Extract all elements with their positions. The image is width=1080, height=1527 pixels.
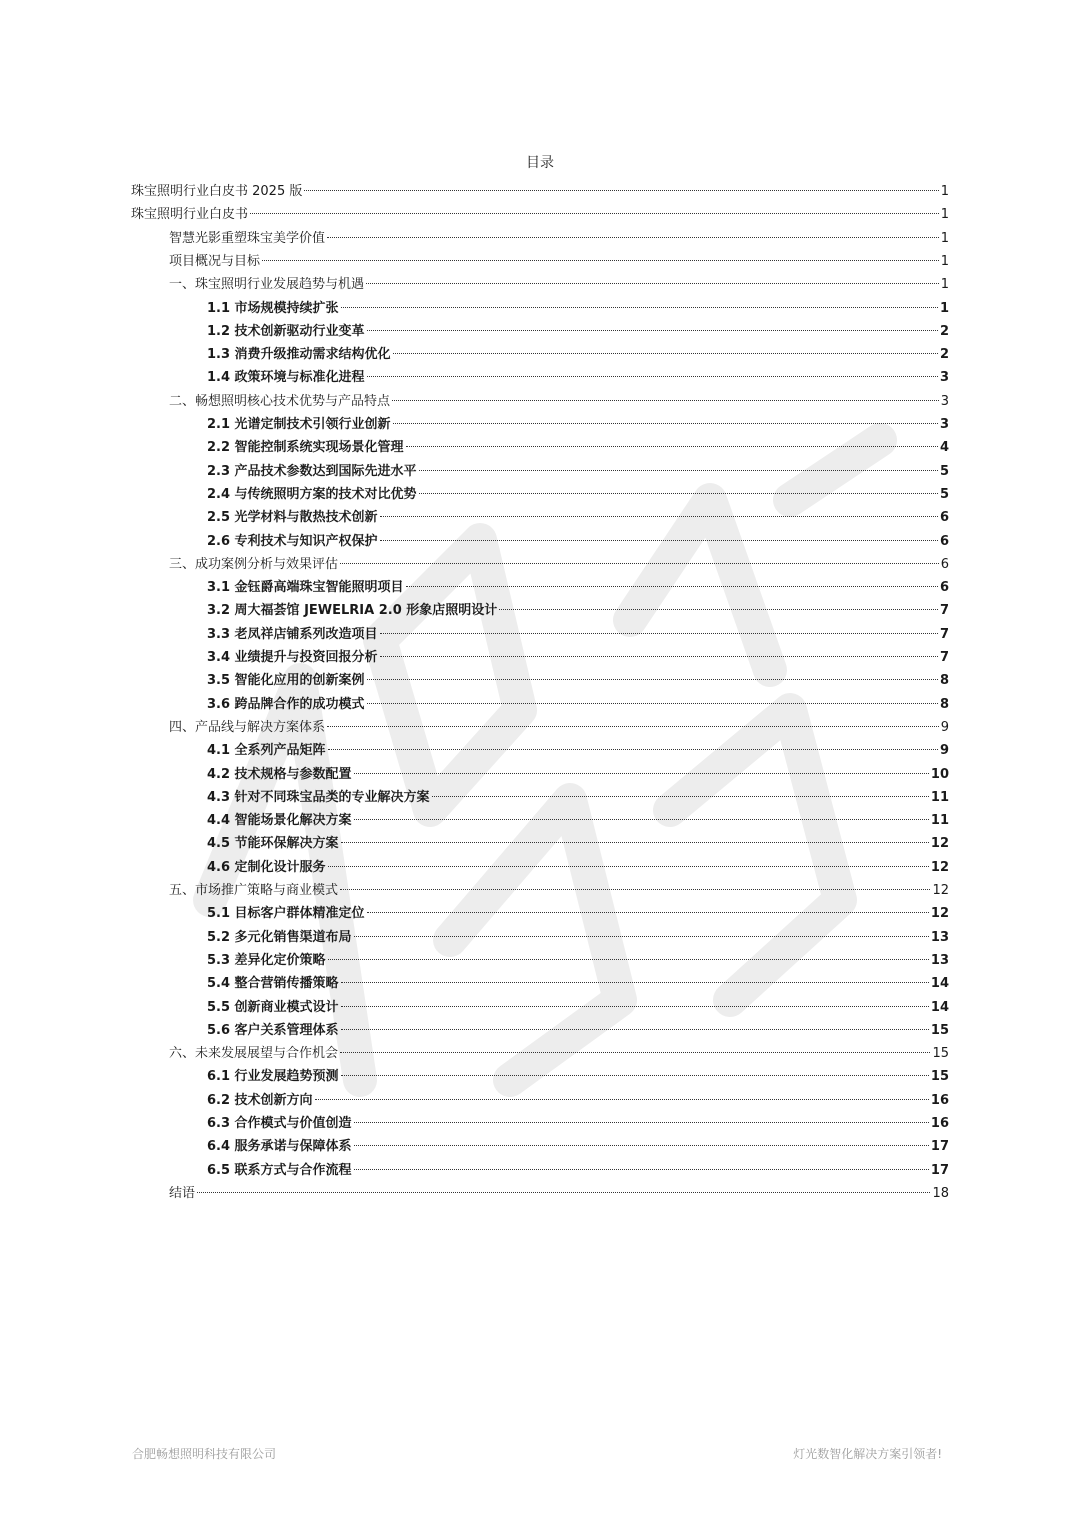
- dot-leader: [327, 236, 939, 238]
- toc-entry-label: 3.5 智能化应用的创新案例: [207, 673, 365, 689]
- toc-entry[interactable]: [169, 1044, 949, 1064]
- dot-leader: [367, 702, 938, 704]
- toc-entry-page-number: 9: [939, 743, 949, 759]
- toc-entry[interactable]: [207, 485, 949, 505]
- toc-entry[interactable]: [207, 415, 949, 435]
- dot-leader: [262, 259, 939, 261]
- toc-entry[interactable]: [207, 974, 949, 994]
- toc-entry-page-number: 8: [939, 673, 949, 689]
- dot-leader: [327, 725, 939, 727]
- dot-leader: [197, 1191, 930, 1193]
- toc-entry-label: 一、珠宝照明行业发展趋势与机遇: [169, 277, 365, 293]
- toc-entry-label: 五、市场推广策略与商业模式: [169, 883, 339, 898]
- toc-entry-label: 6.2 技术创新方向: [207, 1092, 313, 1108]
- toc-entry-page-number: 1: [940, 277, 949, 293]
- toc-entry-page-number: 2: [939, 323, 949, 339]
- dot-leader: [380, 539, 938, 541]
- toc-entry[interactable]: [207, 345, 949, 365]
- dot-leader: [340, 1051, 930, 1053]
- toc-entry[interactable]: [207, 368, 949, 388]
- toc-entry-page-number: 15: [930, 1069, 949, 1085]
- toc-entry-label: 5.3 差异化定价策略: [207, 952, 326, 968]
- toc-entry-page-number: 4: [939, 440, 949, 456]
- toc-entry-label: 6.4 服务承诺与保障体系: [207, 1139, 352, 1155]
- toc-entry[interactable]: [207, 834, 949, 854]
- toc-entry[interactable]: [169, 555, 949, 575]
- toc-entry-page-number: 15: [932, 1046, 949, 1062]
- dot-leader: [367, 329, 938, 331]
- toc-entry-page-number: 3: [940, 393, 949, 409]
- dot-leader: [354, 935, 929, 937]
- toc-entry-label: 2.2 智能控制系统实现场景化管理: [207, 440, 404, 456]
- dot-leader: [328, 865, 929, 867]
- toc-entry[interactable]: [207, 532, 949, 552]
- toc-entry[interactable]: [169, 392, 949, 412]
- dot-leader: [419, 469, 938, 471]
- toc-entry[interactable]: [207, 299, 949, 319]
- toc-entry[interactable]: [207, 438, 949, 458]
- dot-leader: [341, 1005, 929, 1007]
- toc-entry-page-number: 11: [930, 789, 949, 805]
- toc-entry-label: 2.1 光谱定制技术引领行业创新: [207, 417, 391, 432]
- dot-leader: [499, 608, 938, 610]
- toc-entry[interactable]: [169, 229, 949, 249]
- toc-entry-label: 三、成功案例分析与效果评估: [169, 556, 339, 572]
- toc-entry[interactable]: [207, 322, 949, 342]
- toc-entry-page-number: 11: [930, 813, 949, 829]
- dot-leader: [341, 1028, 929, 1030]
- toc-entry-label: 项目概况与目标: [169, 253, 261, 269]
- toc-entry[interactable]: [169, 275, 949, 295]
- toc-entry-label: 6.5 联系方式与合作流程: [207, 1162, 352, 1178]
- toc-entry-label: 珠宝照明行业白皮书: [131, 207, 249, 223]
- toc-entry-label: 4.5 节能环保解决方案: [207, 836, 339, 852]
- toc-entry-label: 1.4 政策环境与标准化进程: [207, 370, 365, 386]
- toc-entry-page-number: 1: [940, 230, 949, 246]
- toc-entry-page-number: 14: [930, 976, 949, 992]
- toc-entry[interactable]: [207, 1021, 949, 1041]
- toc-entry[interactable]: [207, 765, 949, 785]
- dot-leader: [340, 562, 939, 564]
- footer-company-name: 合肥畅想照明科技有限公司: [132, 1447, 277, 1461]
- toc-entry-page-number: 18: [932, 1185, 949, 1201]
- toc-entry[interactable]: [207, 695, 949, 715]
- toc-entry-label: 3.3 老凤祥店铺系列改造项目: [207, 626, 378, 642]
- toc-entry-label: 1.2 技术创新驱动行业变革: [207, 323, 365, 339]
- toc-entry-label: 4.1 全系列产品矩阵: [207, 743, 326, 759]
- toc-entry-label: 2.6 专利技术与知识产权保护: [207, 533, 378, 549]
- toc-entry-label: 2.4 与传统照明方案的技术对比优势: [207, 486, 417, 502]
- toc-entry-page-number: 5: [939, 463, 949, 479]
- toc-entry[interactable]: [131, 205, 949, 225]
- toc-entry-page-number: 9: [940, 719, 949, 735]
- toc-entry-label: 4.3 针对不同珠宝品类的专业解决方案: [207, 789, 430, 805]
- toc-entry-page-number: 12: [930, 836, 949, 852]
- toc-entry-label: 5.4 整合营销传播策略: [207, 976, 339, 992]
- toc-entry-page-number: 10: [930, 766, 949, 782]
- toc-entry-page-number: 3: [939, 370, 949, 386]
- dot-leader: [406, 585, 938, 587]
- toc-entry-page-number: 5: [939, 486, 949, 502]
- dot-leader: [366, 282, 939, 284]
- toc-entry[interactable]: [131, 182, 949, 202]
- toc-title: 目录: [526, 155, 554, 171]
- toc-entry-label: 2.5 光学材料与散热技术创新: [207, 510, 378, 526]
- toc-entry-page-number: 16: [930, 1092, 949, 1108]
- dot-leader: [393, 422, 938, 424]
- footer-slogan: 灯光数智化解决方案引领者!: [793, 1447, 942, 1461]
- toc-entry-label: 3.4 业绩提升与投资回报分析: [207, 650, 378, 665]
- toc-entry-label: 1.1 市场规模持续扩张: [207, 300, 339, 316]
- toc-entry-label: 1.3 消费升级推动需求结构优化: [207, 347, 391, 363]
- toc-entry-page-number: 7: [939, 626, 949, 642]
- toc-entry[interactable]: [207, 1161, 949, 1181]
- dot-leader: [367, 375, 938, 377]
- toc-entry[interactable]: [207, 904, 949, 924]
- toc-entry[interactable]: [169, 252, 949, 272]
- dot-leader: [432, 795, 929, 797]
- dot-leader: [367, 678, 938, 680]
- dot-leader: [315, 1098, 929, 1100]
- toc-entry-label: 5.6 客户关系管理体系: [207, 1022, 339, 1038]
- dot-leader: [380, 515, 938, 517]
- toc-entry-page-number: 1: [940, 207, 949, 223]
- toc-entry[interactable]: [207, 928, 949, 948]
- toc-entry-label: 6.1 行业发展趋势预测: [207, 1069, 339, 1085]
- toc-entry-label: 5.5 创新商业模式设计: [207, 999, 339, 1015]
- dot-leader: [393, 352, 938, 354]
- toc-entry-label: 5.2 多元化销售渠道布局: [207, 929, 352, 945]
- toc-entry-page-number: 6: [939, 580, 949, 596]
- toc-entry[interactable]: [207, 998, 949, 1018]
- dot-leader: [328, 958, 929, 960]
- toc-entry-page-number: 16: [930, 1116, 949, 1131]
- toc-entry-label: 珠宝照明行业白皮书 2025 版: [131, 184, 303, 199]
- toc-entry-label: 3.2 周大福荟馆 JEWELRIA 2.0 形象店照明设计: [207, 603, 498, 619]
- toc-entry-label: 4.6 定制化设计服务: [207, 859, 326, 875]
- dot-leader: [328, 748, 938, 750]
- toc-entry-page-number: 6: [939, 533, 949, 549]
- toc-entry-page-number: 13: [930, 929, 949, 945]
- toc-entry-page-number: 13: [930, 952, 949, 968]
- toc-entry[interactable]: [207, 858, 949, 878]
- toc-entry-page-number: 8: [939, 696, 949, 712]
- toc-entry-page-number: 17: [930, 1162, 949, 1178]
- toc-entry-label: 4.2 技术规格与参数配置: [207, 766, 352, 782]
- toc-entry-page-number: 17: [930, 1139, 949, 1155]
- dot-leader: [354, 772, 929, 774]
- dot-leader: [340, 888, 930, 890]
- dot-leader: [304, 189, 938, 191]
- toc-entry-label: 二、畅想照明核心技术优势与产品特点: [169, 393, 391, 409]
- toc-entry-page-number: 6: [940, 556, 949, 572]
- toc-entry-label: 3.1 金钰爵高端珠宝智能照明项目: [207, 580, 404, 596]
- dot-leader: [354, 1168, 929, 1170]
- toc-entry[interactable]: [207, 508, 949, 528]
- toc-entry-page-number: 15: [930, 1022, 949, 1038]
- toc-entry[interactable]: [207, 578, 949, 598]
- toc-entry[interactable]: [207, 951, 949, 971]
- toc-entry-page-number: 7: [939, 603, 949, 619]
- toc-entry[interactable]: [169, 1184, 949, 1204]
- toc-entry[interactable]: [207, 1091, 949, 1111]
- toc-entry-label: 结语: [169, 1185, 196, 1201]
- dot-leader: [406, 445, 938, 447]
- toc-entry-page-number: 12: [930, 906, 949, 922]
- toc-entry-page-number: 3: [939, 417, 949, 432]
- toc-entry[interactable]: [207, 1114, 949, 1134]
- toc-entry[interactable]: [207, 671, 949, 691]
- toc-entry-page-number: 1: [939, 300, 949, 316]
- toc-entry-page-number: 1: [940, 253, 949, 269]
- dot-leader: [419, 492, 938, 494]
- toc-entry[interactable]: [207, 462, 949, 482]
- dot-leader: [354, 1121, 929, 1123]
- toc-entry-label: 四、产品线与解决方案体系: [169, 719, 326, 735]
- toc-entry-label: 5.1 目标客户群体精准定位: [207, 906, 365, 922]
- dot-leader: [341, 1074, 929, 1076]
- toc-entry-page-number: 6: [939, 510, 949, 526]
- toc-entry[interactable]: [169, 881, 949, 901]
- dot-leader: [341, 306, 938, 308]
- toc-entry-page-number: 2: [939, 347, 949, 363]
- dot-leader: [380, 632, 938, 634]
- toc-entry[interactable]: [207, 601, 949, 621]
- toc-entry[interactable]: [207, 788, 949, 808]
- toc-entry-page-number: 14: [930, 999, 949, 1015]
- toc-entry-page-number: 12: [930, 859, 949, 875]
- toc-entry[interactable]: [207, 811, 949, 831]
- toc-entry-page-number: 7: [939, 650, 949, 665]
- toc-entry-page-number: 12: [932, 883, 949, 898]
- toc-entry-label: 6.3 合作模式与价值创造: [207, 1116, 352, 1131]
- toc-entry[interactable]: [207, 1137, 949, 1157]
- toc-entry[interactable]: [207, 625, 949, 645]
- toc-entry[interactable]: [207, 741, 949, 761]
- toc-entry[interactable]: [207, 1067, 949, 1087]
- toc-entry[interactable]: [207, 648, 949, 668]
- dot-leader: [250, 212, 939, 214]
- toc-entry-label: 4.4 智能场景化解决方案: [207, 813, 352, 829]
- dot-leader: [341, 841, 929, 843]
- dot-leader: [380, 655, 938, 657]
- dot-leader: [354, 818, 929, 820]
- dot-leader: [341, 981, 929, 983]
- toc-entry[interactable]: [169, 718, 949, 738]
- toc-entry-label: 六、未来发展展望与合作机会: [169, 1046, 339, 1062]
- dot-leader: [392, 399, 939, 401]
- toc-entry-label: 2.3 产品技术参数达到国际先进水平: [207, 463, 417, 479]
- toc-entry-page-number: 1: [940, 184, 949, 199]
- toc-entry-label: 3.6 跨品牌合作的成功模式: [207, 696, 365, 712]
- dot-leader: [367, 911, 929, 913]
- dot-leader: [354, 1144, 929, 1146]
- toc-entry-label: 智慧光影重塑珠宝美学价值: [169, 230, 326, 246]
